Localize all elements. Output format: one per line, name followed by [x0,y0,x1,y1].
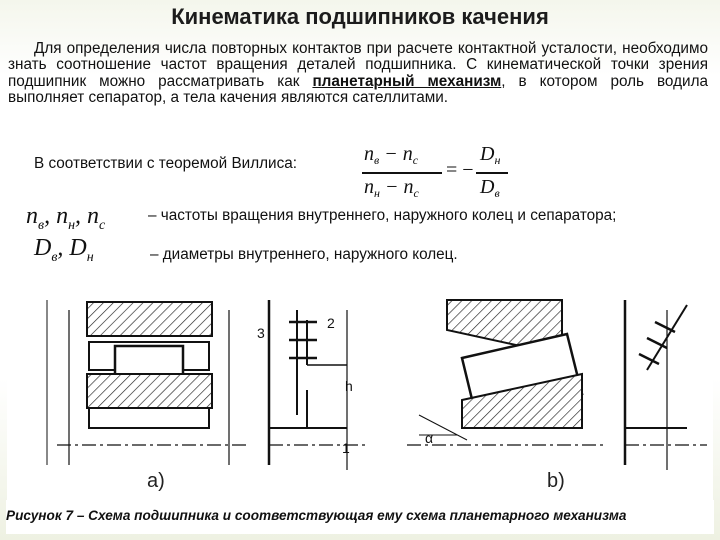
diameter-description: – диаметры внутреннего, наружного колец. [150,246,458,263]
tapered-roller-bearing [407,300,607,445]
cylindrical-roller-bearing [47,300,247,465]
callout-3: 3 [257,325,265,341]
bearing-drawing [7,270,713,502]
frequency-description: – частоты вращения внутреннего, наружного колец и сепаратора; [148,207,617,224]
formula-rhs-denominator: $D_в$ [480,176,500,200]
paragraph-text-2: , в котором роль водила выполняет сепаратор, а тела качения являются сателлитами. [8,72,709,107]
diameter-symbols: $D_в$, $D_н$ [34,235,94,265]
formula-denominator: $n_н - n_с$ [364,176,419,200]
planetary-mechanism-term: планетарный механизм [312,72,502,90]
formula-rhs-numerator: $D_н$ [480,143,501,167]
callout-h: h [345,378,353,394]
intro-paragraph [8,41,708,107]
callout-2: 2 [327,315,335,331]
bearing-figure [7,270,713,510]
formula-fraction-line-left [362,172,442,174]
callout-1: 1 [342,440,350,456]
formula-fraction-line-right [476,172,508,174]
planetary-scheme-b [625,300,707,470]
figure-label-b: b) [547,470,565,492]
slide-title: Кинематика подшипников качения [171,4,549,29]
formula-equals: = − [446,159,474,181]
formula-numerator: $n_в - n_с$ [364,143,419,167]
figure-label-a: a) [147,470,165,492]
figure-caption: Рисунок 7 – Схема подшипника и соответствующая ему схема планетарного механизма [6,508,627,523]
frequency-symbols: $n_в$, $n_н$, $n_с$ [26,203,106,233]
willis-formula [360,141,510,201]
angle-alpha: α [425,430,434,446]
willis-theorem-label: В соответствии с теоремой Виллиса: [34,155,297,172]
paragraph-text-1: Для определения числа повторных контактов при расчете контактной усталости, необходимо знать соотношение частот вращения деталей подшипника. С кинематической точки зрения подшипник можно рассматривать как [8,40,708,90]
